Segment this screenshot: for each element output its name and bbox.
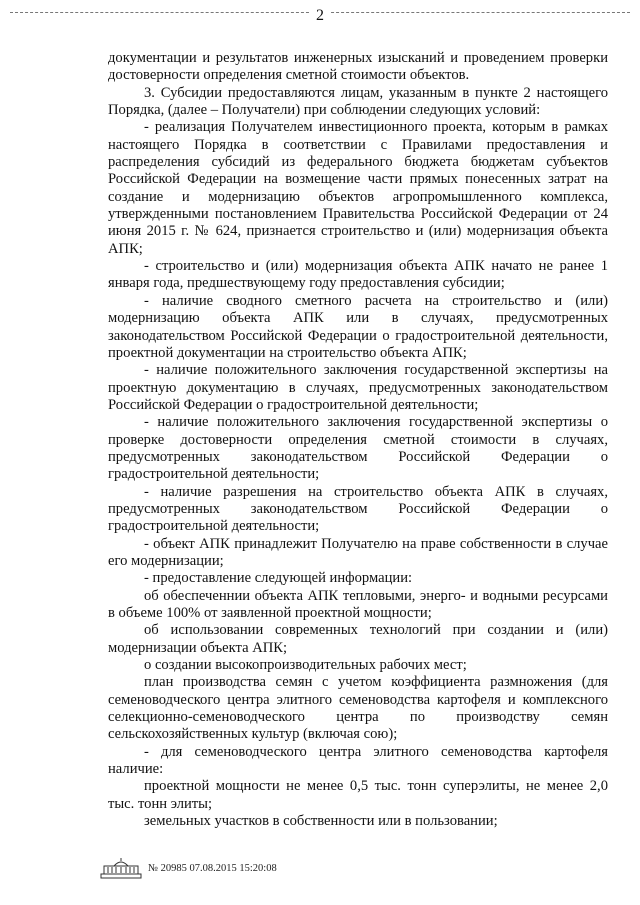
- paragraph: - наличие положительного заключения государственной экспертизы о проверке достоверности определения сметной стоимости в случаях, предусмотренных законодательством Российской Федерации о градостроительной деятельности;: [108, 414, 608, 483]
- paragraph: об использовании современных технологий при создании и (или) модернизации объекта АПК;: [108, 622, 608, 656]
- paragraph: об обеспеченнии объекта АПК тепловыми, энерго- и водными ресурсами в объеме 100% от заявленной проектной мощности;: [108, 587, 608, 621]
- paragraph: проектной мощности не менее 0,5 тыс. тонн суперэлиты, не менее 2,0 тыс. тонн элиты;: [108, 778, 608, 812]
- paragraph: - наличие положительного заключения государственной экспертизы на проектную документацию в случаях, предусмотренных законодательством Российской Федерации о градостроительной деятельности;: [108, 362, 608, 413]
- paragraph: о создании высокопроизводительных рабочих мест;: [144, 657, 467, 674]
- registration-stamp: № 20985 07.08.2015 15:20:08: [148, 862, 277, 874]
- paragraph: земельных участков в собственности или в пользовании;: [144, 813, 498, 830]
- paragraph: - наличие сводного сметного расчета на строительство и (или) модернизацию объекта АПК или в случаях, предусмотренных законодательством Российской Федерации о градостроительной деятельности, проектной документации на строительство объекта АПК;: [108, 292, 608, 361]
- paragraph: - строительство и (или) модернизация объекта АПК начато не ранее 1 января года, предшествующему году предоставления субсидии;: [108, 258, 608, 292]
- page-number-text: 2: [310, 7, 330, 24]
- paragraph: - для семеноводческого центра элитного семеноводства картофеля наличие:: [108, 743, 608, 778]
- paragraph: 3. Субсидии предоставляются лицам, указанным в пункте 2 настоящего Порядка, (далее – Получатели) при соблюдении следующих условий:: [108, 84, 608, 119]
- paragraph: документации и результатов инженерных изысканий и проведением проверки достоверности определения сметной стоимости объектов.: [108, 50, 608, 84]
- page-number: [0, 7, 640, 25]
- paragraph: - реализация Получателем инвестиционного проекта, которым в рамках настоящего Порядка в соответствии с Правилами предоставления и распределения субсидий из федерального бюджета бюджетам субъектов Российской Федерации на возмещение части прямых понесенных затрат на создание и модернизацию объектов агропромышленного комплекса, утвержденными постановлением Правительства Российской Федерации от 24 июня 2015 г. № 624, признается строительство и (или) модернизация объекта АПК;: [108, 119, 608, 257]
- building-logo-icon: [100, 857, 142, 879]
- footer: [100, 857, 277, 879]
- paragraph: - предоставление следующей информации:: [144, 570, 413, 587]
- document-body: [108, 50, 608, 830]
- paragraph: - объект АПК принадлежит Получателю на праве собственности в случае его модернизации;: [108, 535, 608, 569]
- paragraph: план производства семян с учетом коэффициента размножения (для семеноводческого центра элитного семеноводства картофеля и комплексного селекционно-семеноводческого центра по производству семян сельскохозяйственных культур (включая сою);: [108, 674, 608, 743]
- paragraph: - наличие разрешения на строительство объекта АПК в случаях, предусмотренных законодательством Российской Федерации о градостроительной деятельности;: [108, 483, 608, 535]
